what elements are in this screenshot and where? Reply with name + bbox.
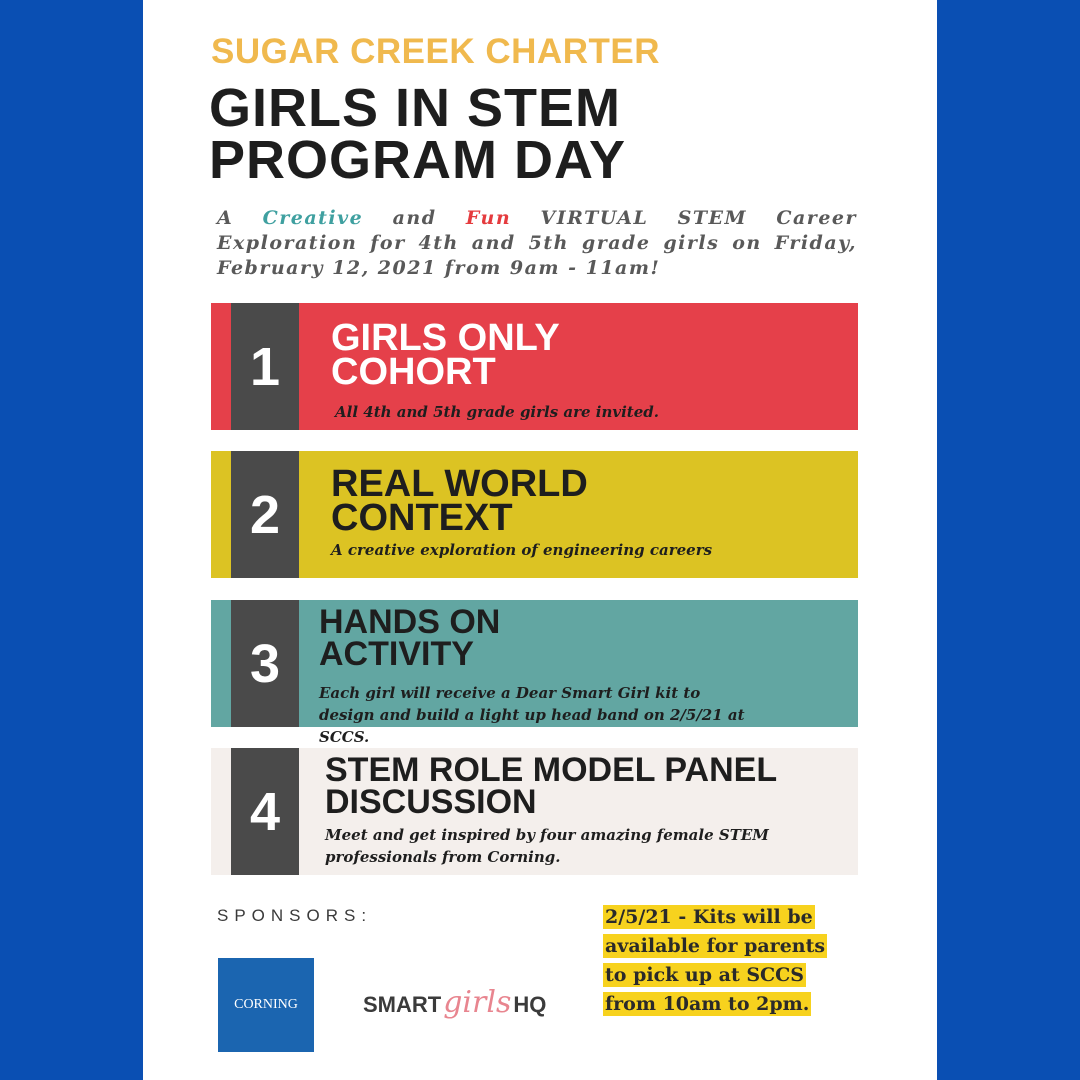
- corning-logo: [218, 958, 314, 1052]
- flyer: [143, 0, 937, 1080]
- card-number: 1: [231, 303, 299, 430]
- card-heading-line-2: COHORT: [331, 351, 496, 393]
- page-title: [209, 78, 627, 190]
- intro-and: and: [363, 207, 466, 229]
- corning-logo-text: CORNING: [234, 997, 298, 1012]
- intro-text: [217, 206, 857, 281]
- card-heading-line-2: DISCUSSION: [325, 783, 537, 821]
- card-description: Each girl will receive a Dear Smart Girl kit to design and build a light up head band on 2/5/21 at SCCS.: [319, 684, 745, 746]
- card-heading-line-1: HANDS ON: [319, 603, 501, 641]
- card-heading-line-1: STEM ROLE MODEL PANEL: [325, 751, 778, 789]
- intro-rest: VIRTUAL STEM Career Exploration for 4th and 5th grade girls on Friday, February 12, 2021 from 9am - 11am!: [217, 207, 858, 279]
- card-number: 2: [231, 451, 299, 578]
- intro-creative: Creative: [262, 207, 364, 229]
- smart-girls-hq-logo: [363, 985, 546, 1020]
- card-heading: [331, 317, 560, 393]
- card-heading-line-2: ACTIVITY: [319, 635, 474, 673]
- program-card-1: [211, 303, 858, 430]
- program-card-4: [211, 748, 858, 875]
- card-heading: [331, 463, 588, 539]
- card-heading: [319, 603, 501, 673]
- card-heading: [325, 751, 778, 821]
- card-description: A creative exploration of engineering careers: [331, 541, 713, 559]
- card-heading-line-1: REAL WORLD: [331, 463, 588, 505]
- intro-fun: Fun: [465, 207, 512, 229]
- logo-hq: HQ: [513, 992, 547, 1017]
- logo-smart: SMART: [363, 992, 442, 1017]
- card-heading-line-2: CONTEXT: [331, 497, 513, 539]
- intro-a: A: [217, 207, 263, 229]
- card-description: Meet and get inspired by four amazing female STEM professionals from Corning.: [325, 826, 769, 866]
- program-card-2: [211, 451, 858, 578]
- kit-pickup-note: [603, 903, 849, 1019]
- kit-pickup-text: 2/5/21 - Kits will be available for parents to pick up at SCCS from 10am to 2pm.: [605, 906, 826, 1015]
- title-line-2: PROGRAM DAY: [209, 130, 627, 190]
- card-number: 3: [231, 600, 299, 727]
- card-description: All 4th and 5th grade girls are invited.: [335, 403, 659, 421]
- title-line-1: GIRLS IN STEM: [209, 78, 622, 138]
- program-card-3: [211, 600, 858, 746]
- sponsors-label: SPONSORS:: [217, 906, 373, 925]
- card-heading-line-1: GIRLS ONLY: [331, 317, 560, 359]
- logo-girls: girls: [443, 985, 512, 1020]
- org-name: SUGAR CREEK CHARTER: [211, 32, 660, 71]
- card-number: 4: [231, 748, 299, 875]
